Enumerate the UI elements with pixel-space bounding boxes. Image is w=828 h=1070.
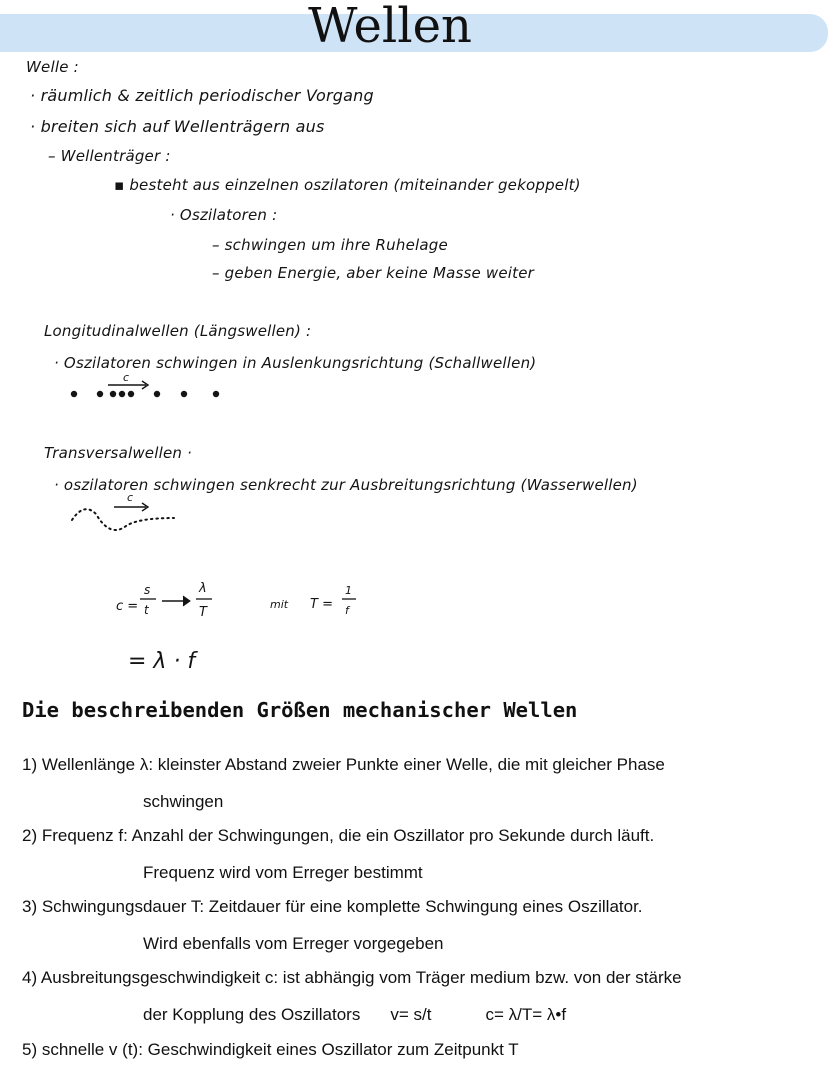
- note-line-besteht: ▪ besteht aus einzelnen oszilatoren (miteinander gekoppelt): [114, 176, 581, 194]
- definition-frequenz: [22, 826, 654, 883]
- particle-7: [181, 391, 187, 397]
- transversal-heading: Transversalwellen ·: [44, 444, 193, 462]
- longitudinal-heading: Longitudinalwellen (Längswellen) :: [44, 322, 312, 340]
- definition-schnelle: [22, 1040, 519, 1060]
- formula-s-num: s: [144, 583, 151, 597]
- longitudinal-text: · Oszilatoren schwingen in Auslenkungsrichtung (Schallwellen): [54, 354, 537, 372]
- transversal-sketch: [70, 490, 190, 538]
- note-line-periodic: · räumlich & zeitlich periodischer Vorgang: [30, 86, 374, 105]
- definition-ausbreitungsgeschwindigkeit-line2: der Kopplung des Oszillators: [143, 1005, 361, 1024]
- note-line-oszilatoren: · Oszilatoren :: [170, 206, 278, 224]
- formula-T-den: T: [199, 605, 207, 620]
- definition-wellenlaenge-line1: 1) Wellenlänge λ: kleinster Abstand zweier Punkte einer Welle, die mit gleicher Phase: [22, 755, 665, 774]
- particle-6: [154, 391, 160, 397]
- definition-frequenz-line2: Frequenz wird vom Erreger bestimmt: [143, 863, 423, 882]
- particle-5: [128, 391, 134, 397]
- formula-t-den: t: [144, 603, 149, 617]
- formula-arrow-head: [183, 596, 190, 606]
- particle-3: [110, 391, 116, 397]
- section-title: Die beschreibenden Größen mechanischer Wellen: [22, 698, 578, 722]
- formula-t-def: T =: [310, 597, 333, 612]
- formula-c-lhs: c =: [116, 599, 139, 614]
- definition-ausbreitungsgeschwindigkeit-line2-row: [143, 1005, 682, 1025]
- definition-ausbreitungsgeschwindigkeit-line1: 4) Ausbreitungsgeschwindigkeit c: ist abhängig vom Träger medium bzw. von der stärke: [22, 968, 682, 987]
- wave-dotted-line: [72, 509, 174, 530]
- definition-schwingungsdauer: [22, 897, 643, 954]
- page-title: Wellen: [308, 0, 472, 54]
- particle-4: [119, 391, 125, 397]
- note-line-spread: · breiten sich auf Wellenträgern aus: [30, 117, 325, 136]
- note-line-ruhelage: – schwingen um ihre Ruhelage: [212, 236, 448, 254]
- formula-c-lambda: c= λ/T= λ•f: [485, 1005, 567, 1024]
- formula-f-den: f: [345, 604, 349, 617]
- formula-v-s-t: v= s/t: [390, 1005, 432, 1024]
- formula-result: = λ · f: [128, 649, 196, 674]
- transversal-arrow-label: c: [127, 491, 134, 504]
- definition-ausbreitungsgeschwindigkeit: [22, 968, 682, 1025]
- formula-one-num: 1: [345, 584, 352, 597]
- longitudinal-sketch: [60, 370, 240, 406]
- transversal-text: · oszilatoren schwingen senkrecht zur Ausbreitungsrichtung (Wasserwellen): [54, 476, 638, 494]
- welle-heading: Welle :: [26, 58, 79, 76]
- definition-wellenlaenge: [22, 755, 665, 812]
- particle-1: [71, 391, 77, 397]
- particle-8: [213, 391, 219, 397]
- note-line-energie: – geben Energie, aber keine Masse weiter: [212, 264, 535, 282]
- definition-wellenlaenge-line2: schwingen: [143, 792, 224, 811]
- definition-schwingungsdauer-line1: 3) Schwingungsdauer T: Zeitdauer für eine komplette Schwingung eines Oszillator.: [22, 897, 643, 916]
- formula-lambda-num: λ: [199, 581, 207, 596]
- definition-schnelle-line1: 5) schnelle v (t): Geschwindigkeit eines Oszillator zum Zeitpunkt T: [22, 1040, 519, 1059]
- formula-mit: mit: [270, 598, 289, 611]
- note-line-traeger: – Wellenträger :: [48, 147, 171, 165]
- definition-frequenz-line1: 2) Frequenz f: Anzahl der Schwingungen, die ein Oszillator pro Sekunde durch läuft.: [22, 826, 655, 845]
- particle-2: [97, 391, 103, 397]
- longitudinal-arrow-label: c: [123, 371, 130, 384]
- formula-block: [110, 574, 370, 684]
- definition-schwingungsdauer-line2: Wird ebenfalls vom Erreger vorgegeben: [143, 934, 444, 953]
